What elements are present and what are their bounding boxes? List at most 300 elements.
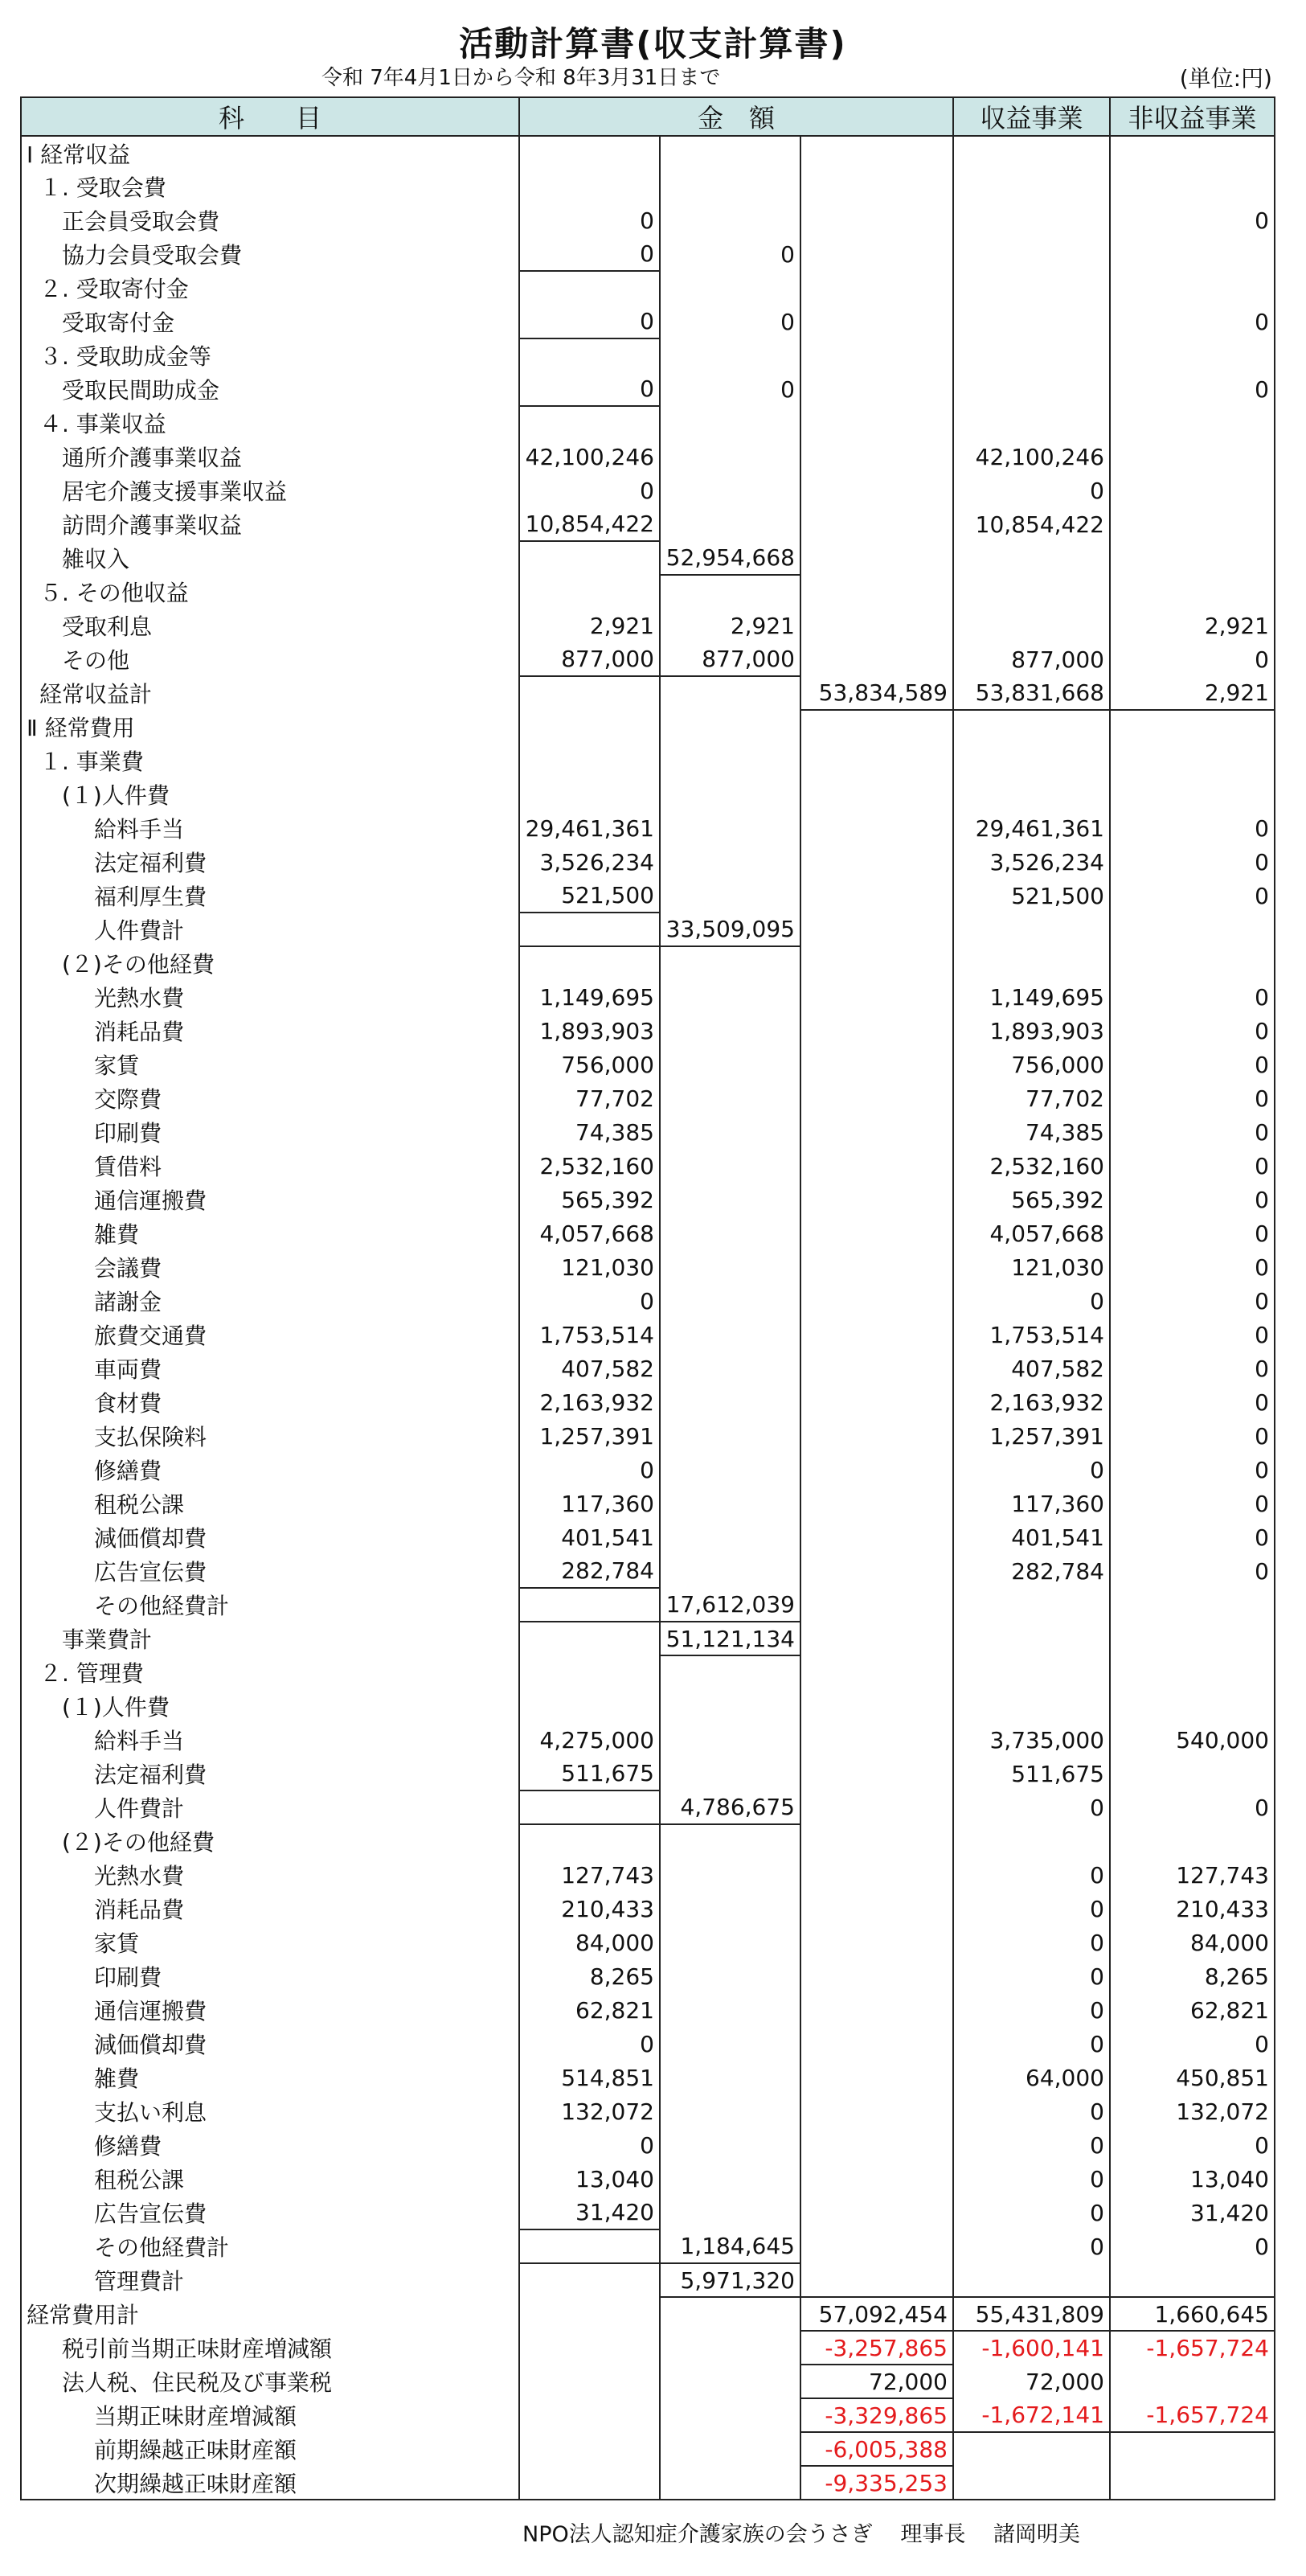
cell-amount-detail: [519, 271, 660, 305]
cell-amount-total: [800, 2094, 953, 2128]
cell-amount-total: [800, 2162, 953, 2196]
cell-amount-subtotal: [660, 1993, 800, 2027]
cell-revenue-business: 2,163,932: [953, 1385, 1110, 1419]
cell-amount-detail: 74,385: [519, 1115, 660, 1149]
cell-amount-total: [800, 1352, 953, 1385]
cell-amount-subtotal: [660, 136, 800, 170]
cell-amount-detail: 0: [519, 2128, 660, 2162]
cell-amount-subtotal: [660, 946, 800, 980]
cell-non-revenue-business: [1110, 2432, 1275, 2466]
table-row: [21, 1757, 1275, 1790]
cell-revenue-business: 77,702: [953, 1081, 1110, 1115]
cell-amount-detail: 0: [519, 2027, 660, 2061]
cell-revenue-business: 0: [953, 2094, 1110, 2128]
cell-amount-subtotal: [660, 1520, 800, 1554]
cell-amount-total: [800, 338, 953, 372]
table-row: [21, 1959, 1275, 1993]
row-label: ２. 受取寄付金: [21, 271, 519, 305]
cell-non-revenue-business: 0: [1110, 642, 1275, 676]
cell-amount-total: [800, 170, 953, 203]
row-label: 車両費: [21, 1352, 519, 1385]
row-label: 家賃: [21, 1926, 519, 1959]
cell-non-revenue-business: 0: [1110, 1014, 1275, 1048]
cell-non-revenue-business: 0: [1110, 1487, 1275, 1520]
cell-non-revenue-business: [1110, 271, 1275, 305]
cell-amount-subtotal: [660, 1926, 800, 1959]
cell-non-revenue-business: 0: [1110, 2128, 1275, 2162]
cell-revenue-business: 64,000: [953, 2061, 1110, 2094]
table-row: [21, 676, 1275, 710]
row-label: ４. 事業収益: [21, 406, 519, 440]
cell-amount-subtotal: [660, 2297, 800, 2331]
cell-non-revenue-business: 84,000: [1110, 1926, 1275, 1959]
table-row: [21, 2229, 1275, 2263]
row-label: 訪問介護事業収益: [21, 507, 519, 541]
cell-revenue-business: 0: [953, 2128, 1110, 2162]
cell-amount-subtotal: [660, 1115, 800, 1149]
cell-amount-detail: [519, 2331, 660, 2365]
cell-amount-detail: 1,149,695: [519, 980, 660, 1014]
cell-non-revenue-business: -1,657,724: [1110, 2398, 1275, 2432]
cell-amount-detail: 84,000: [519, 1926, 660, 1959]
cell-revenue-business: -1,600,141: [953, 2331, 1110, 2365]
cell-amount-detail: 1,257,391: [519, 1419, 660, 1453]
cell-amount-total: [800, 507, 953, 541]
cell-amount-total: [800, 2229, 953, 2263]
cell-amount-detail: 4,275,000: [519, 1723, 660, 1757]
cell-amount-subtotal: [660, 507, 800, 541]
cell-amount-total: [800, 1250, 953, 1284]
cell-revenue-business: 0: [953, 1284, 1110, 1318]
table-row: [21, 710, 1275, 744]
cell-non-revenue-business: 0: [1110, 2027, 1275, 2061]
cell-non-revenue-business: [1110, 1588, 1275, 1622]
cell-revenue-business: 1,753,514: [953, 1318, 1110, 1352]
table-row: [21, 2094, 1275, 2128]
header-subject: 科 目: [21, 97, 519, 136]
cell-amount-detail: [519, 541, 660, 575]
row-label: 会議費: [21, 1250, 519, 1284]
cell-revenue-business: 565,392: [953, 1183, 1110, 1216]
table-row: [21, 440, 1275, 474]
row-label: 諸謝金: [21, 1284, 519, 1318]
cell-amount-subtotal: [660, 1419, 800, 1453]
cell-non-revenue-business: 0: [1110, 1149, 1275, 1183]
row-label: 受取利息: [21, 609, 519, 642]
header-non-revenue-business: 非収益事業: [1110, 97, 1275, 136]
cell-non-revenue-business: 2,921: [1110, 609, 1275, 642]
table-row: [21, 1790, 1275, 1824]
cell-amount-subtotal: 0: [660, 305, 800, 338]
row-label: 雑費: [21, 2061, 519, 2094]
cell-revenue-business: 3,735,000: [953, 1723, 1110, 1757]
cell-amount-total: [800, 845, 953, 879]
cell-amount-total: [800, 203, 953, 237]
cell-amount-total: [800, 811, 953, 845]
cell-amount-subtotal: [660, 575, 800, 609]
cell-amount-subtotal: 0: [660, 372, 800, 406]
cell-amount-subtotal: [660, 203, 800, 237]
cell-non-revenue-business: [1110, 777, 1275, 811]
cell-revenue-business: 282,784: [953, 1554, 1110, 1588]
cell-amount-detail: 1,753,514: [519, 1318, 660, 1352]
row-label: 受取寄付金: [21, 305, 519, 338]
cell-amount-subtotal: [660, 2027, 800, 2061]
table-row: [21, 1216, 1275, 1250]
table-row: [21, 946, 1275, 980]
cell-amount-total: [800, 1385, 953, 1419]
cell-revenue-business: [953, 271, 1110, 305]
cell-non-revenue-business: 0: [1110, 1385, 1275, 1419]
row-label: 減価償却費: [21, 2027, 519, 2061]
cell-amount-total: [800, 777, 953, 811]
cell-amount-total: [800, 1554, 953, 1588]
row-label: 光熱水費: [21, 980, 519, 1014]
cell-amount-subtotal: 4,786,675: [660, 1790, 800, 1824]
row-label: 修繕費: [21, 2128, 519, 2162]
cell-revenue-business: 74,385: [953, 1115, 1110, 1149]
cell-amount-detail: 756,000: [519, 1048, 660, 1081]
cell-revenue-business: 42,100,246: [953, 440, 1110, 474]
table-row: [21, 1385, 1275, 1419]
cell-amount-subtotal: [660, 1352, 800, 1385]
row-label: 協力会員受取会費: [21, 237, 519, 271]
row-label: 通所介護事業収益: [21, 440, 519, 474]
cell-amount-total: [800, 1115, 953, 1149]
row-label: 旅費交通費: [21, 1318, 519, 1352]
cell-non-revenue-business: -1,657,724: [1110, 2331, 1275, 2365]
row-label: その他: [21, 642, 519, 676]
cell-amount-detail: 0: [519, 1284, 660, 1318]
cell-amount-subtotal: [660, 1250, 800, 1284]
cell-amount-total: -6,005,388: [800, 2432, 953, 2466]
table-row: [21, 1588, 1275, 1622]
cell-amount-subtotal: [660, 2196, 800, 2229]
cell-amount-detail: [519, 2297, 660, 2331]
cell-amount-detail: 8,265: [519, 1959, 660, 1993]
cell-revenue-business: [953, 710, 1110, 744]
cell-amount-total: [800, 1048, 953, 1081]
row-label: 経常費用計: [21, 2297, 519, 2331]
cell-revenue-business: 0: [953, 1892, 1110, 1926]
cell-revenue-business: 407,582: [953, 1352, 1110, 1385]
cell-non-revenue-business: [1110, 710, 1275, 744]
cell-amount-total: [800, 1892, 953, 1926]
table-row: [21, 1048, 1275, 1081]
cell-amount-subtotal: 51,121,134: [660, 1622, 800, 1655]
cell-non-revenue-business: [1110, 170, 1275, 203]
table-row: [21, 777, 1275, 811]
chairperson-name: 諸岡明美: [993, 2522, 1080, 2547]
cell-revenue-business: [953, 2466, 1110, 2500]
signature-line: [522, 2517, 1101, 2548]
cell-amount-detail: [519, 2263, 660, 2297]
cell-amount-total: [800, 1858, 953, 1892]
cell-amount-detail: 0: [519, 203, 660, 237]
table-row: [21, 2027, 1275, 2061]
cell-revenue-business: [953, 203, 1110, 237]
cell-amount-detail: 4,057,668: [519, 1216, 660, 1250]
cell-revenue-business: 1,257,391: [953, 1419, 1110, 1453]
row-label: １. 受取会費: [21, 170, 519, 203]
cell-revenue-business: 401,541: [953, 1520, 1110, 1554]
cell-amount-subtotal: [660, 777, 800, 811]
cell-amount-detail: 511,675: [519, 1757, 660, 1790]
cell-amount-total: [800, 1959, 953, 1993]
cell-amount-subtotal: [660, 1216, 800, 1250]
row-label: (１)人件費: [21, 777, 519, 811]
table-row: [21, 136, 1275, 170]
cell-non-revenue-business: 0: [1110, 1790, 1275, 1824]
row-label: 消耗品費: [21, 1014, 519, 1048]
cell-revenue-business: [953, 541, 1110, 575]
cell-amount-detail: 282,784: [519, 1554, 660, 1588]
fiscal-period: 令和 7年4月1日から令和 8年3月31日まで: [321, 66, 721, 90]
cell-amount-total: [800, 1993, 953, 2027]
cell-amount-subtotal: 52,954,668: [660, 541, 800, 575]
cell-amount-total: [800, 237, 953, 271]
header-amount: 金 額: [519, 97, 953, 136]
cell-amount-subtotal: [660, 1858, 800, 1892]
cell-amount-detail: [519, 406, 660, 440]
table-row: [21, 271, 1275, 305]
cell-amount-total: [800, 305, 953, 338]
cell-amount-detail: [519, 170, 660, 203]
cell-amount-subtotal: [660, 676, 800, 710]
cell-amount-detail: 31,420: [519, 2196, 660, 2229]
cell-non-revenue-business: 31,420: [1110, 2196, 1275, 2229]
cell-amount-subtotal: [660, 338, 800, 372]
cell-non-revenue-business: 0: [1110, 1318, 1275, 1352]
row-label: (１)人件費: [21, 1689, 519, 1723]
table-row: [21, 1993, 1275, 2027]
row-label: 当期正味財産増減額: [21, 2398, 519, 2432]
cell-amount-total: [800, 136, 953, 170]
cell-revenue-business: [953, 338, 1110, 372]
cell-revenue-business: [953, 136, 1110, 170]
unit-label: (単位:円): [1179, 65, 1272, 92]
cell-revenue-business: [953, 406, 1110, 440]
row-label: １. 事業費: [21, 744, 519, 777]
cell-amount-total: [800, 2263, 953, 2297]
cell-revenue-business: 3,526,234: [953, 845, 1110, 879]
cell-amount-total: [800, 1520, 953, 1554]
cell-non-revenue-business: 62,821: [1110, 1993, 1275, 2027]
row-label: その他経費計: [21, 1588, 519, 1622]
cell-amount-total: [800, 609, 953, 642]
cell-revenue-business: 0: [953, 2027, 1110, 2061]
table-row: [21, 2365, 1275, 2398]
cell-amount-subtotal: 1,184,645: [660, 2229, 800, 2263]
cell-non-revenue-business: [1110, 507, 1275, 541]
cell-amount-detail: 0: [519, 372, 660, 406]
cell-non-revenue-business: 0: [1110, 1216, 1275, 1250]
cell-amount-detail: [519, 2466, 660, 2500]
header-revenue-business: 収益事業: [953, 97, 1110, 136]
table-row: [21, 642, 1275, 676]
cell-amount-total: [800, 1622, 953, 1655]
cell-amount-detail: 10,854,422: [519, 507, 660, 541]
cell-revenue-business: 1,893,903: [953, 1014, 1110, 1048]
row-label: 支払い利息: [21, 2094, 519, 2128]
row-label: 光熱水費: [21, 1858, 519, 1892]
cell-amount-detail: 521,500: [519, 879, 660, 913]
cell-revenue-business: 0: [953, 1858, 1110, 1892]
cell-non-revenue-business: [1110, 2466, 1275, 2500]
cell-amount-detail: [519, 777, 660, 811]
cell-amount-subtotal: [660, 2061, 800, 2094]
cell-amount-detail: 132,072: [519, 2094, 660, 2128]
cell-non-revenue-business: [1110, 1655, 1275, 1689]
cell-amount-detail: 2,163,932: [519, 1385, 660, 1419]
cell-revenue-business: [953, 946, 1110, 980]
cell-amount-detail: [519, 2398, 660, 2432]
row-label: 事業費計: [21, 1622, 519, 1655]
cell-revenue-business: [953, 170, 1110, 203]
row-label: 通信運搬費: [21, 1183, 519, 1216]
cell-amount-total: [800, 744, 953, 777]
cell-revenue-business: [953, 913, 1110, 946]
cell-amount-subtotal: [660, 1959, 800, 1993]
cell-amount-subtotal: [660, 1487, 800, 1520]
row-label: 前期繰越正味財産額: [21, 2432, 519, 2466]
cell-amount-detail: 62,821: [519, 1993, 660, 2027]
table-row: [21, 338, 1275, 372]
cell-amount-total: [800, 1689, 953, 1723]
table-row: [21, 1250, 1275, 1284]
row-label: 正会員受取会費: [21, 203, 519, 237]
table-row: [21, 609, 1275, 642]
cell-non-revenue-business: 0: [1110, 845, 1275, 879]
cell-amount-detail: 117,360: [519, 1487, 660, 1520]
chairperson-title: 理事長: [900, 2522, 966, 2547]
cell-non-revenue-business: [1110, 913, 1275, 946]
row-label: 税引前当期正味財産増減額: [21, 2331, 519, 2365]
table-row: [21, 2398, 1275, 2432]
cell-amount-total: [800, 980, 953, 1014]
cell-non-revenue-business: [1110, 541, 1275, 575]
cell-non-revenue-business: [1110, 406, 1275, 440]
cell-amount-detail: [519, 2432, 660, 2466]
cell-amount-detail: [519, 2365, 660, 2398]
cell-amount-subtotal: [660, 1081, 800, 1115]
cell-amount-total: [800, 1824, 953, 1858]
cell-amount-total: 57,092,454: [800, 2297, 953, 2331]
cell-revenue-business: 0: [953, 1959, 1110, 1993]
row-label: 租税公課: [21, 1487, 519, 1520]
table-row: [21, 2061, 1275, 2094]
cell-amount-subtotal: [660, 271, 800, 305]
cell-amount-detail: 42,100,246: [519, 440, 660, 474]
cell-amount-total: [800, 1655, 953, 1689]
cell-amount-total: [800, 1926, 953, 1959]
table-row: [21, 507, 1275, 541]
row-label: 支払保険料: [21, 1419, 519, 1453]
cell-revenue-business: 0: [953, 2162, 1110, 2196]
cell-amount-subtotal: 33,509,095: [660, 913, 800, 946]
table-row: [21, 2196, 1275, 2229]
cell-amount-detail: [519, 575, 660, 609]
table-row: [21, 237, 1275, 271]
row-label: 法定福利費: [21, 845, 519, 879]
table-row: [21, 1824, 1275, 1858]
cell-amount-subtotal: [660, 1385, 800, 1419]
cell-non-revenue-business: [1110, 2263, 1275, 2297]
table-row: [21, 406, 1275, 440]
document-title: 活動計算書(収支計算書): [459, 24, 847, 64]
cell-amount-subtotal: [660, 474, 800, 507]
cell-amount-subtotal: [660, 811, 800, 845]
cell-non-revenue-business: [1110, 474, 1275, 507]
row-label: ５. その他収益: [21, 575, 519, 609]
cell-amount-subtotal: [660, 2466, 800, 2500]
table-body: [21, 136, 1275, 2500]
cell-amount-subtotal: [660, 1757, 800, 1790]
table-row: [21, 1453, 1275, 1487]
cell-amount-subtotal: [660, 406, 800, 440]
table-row: [21, 1318, 1275, 1352]
table-row: [21, 1723, 1275, 1757]
table-row: [21, 879, 1275, 913]
row-label: 減価償却費: [21, 1520, 519, 1554]
cell-amount-subtotal: [660, 2432, 800, 2466]
cell-amount-total: [800, 2128, 953, 2162]
table-row: [21, 1149, 1275, 1183]
cell-revenue-business: 55,431,809: [953, 2297, 1110, 2331]
cell-amount-total: [800, 710, 953, 744]
cell-non-revenue-business: 0: [1110, 1081, 1275, 1115]
cell-revenue-business: 877,000: [953, 642, 1110, 676]
table-row: [21, 2466, 1275, 2500]
cell-non-revenue-business: 450,851: [1110, 2061, 1275, 2094]
cell-revenue-business: [953, 1689, 1110, 1723]
cell-amount-subtotal: [660, 2128, 800, 2162]
cell-amount-total: [800, 1588, 953, 1622]
cell-amount-total: [800, 2061, 953, 2094]
cell-amount-detail: [519, 710, 660, 744]
cell-revenue-business: 1,149,695: [953, 980, 1110, 1014]
cell-amount-subtotal: [660, 2094, 800, 2128]
cell-amount-detail: 77,702: [519, 1081, 660, 1115]
cell-amount-subtotal: [660, 1014, 800, 1048]
table-row: [21, 1284, 1275, 1318]
table-row: [21, 1892, 1275, 1926]
row-label: (２)その他経費: [21, 1824, 519, 1858]
cell-amount-subtotal: [660, 1892, 800, 1926]
table-row: [21, 203, 1275, 237]
table-row: [21, 744, 1275, 777]
cell-non-revenue-business: 210,433: [1110, 1892, 1275, 1926]
row-label: Ⅱ 経常費用: [21, 710, 519, 744]
cell-amount-subtotal: [660, 710, 800, 744]
row-label: 経常収益計: [21, 676, 519, 710]
table-row: [21, 1487, 1275, 1520]
cell-amount-total: [800, 1081, 953, 1115]
row-label: 給料手当: [21, 1723, 519, 1757]
cell-non-revenue-business: [1110, 2365, 1275, 2398]
cell-non-revenue-business: [1110, 237, 1275, 271]
row-label: 人件費計: [21, 913, 519, 946]
cell-amount-subtotal: [660, 2331, 800, 2365]
cell-amount-subtotal: 877,000: [660, 642, 800, 676]
table-row: [21, 1014, 1275, 1048]
cell-revenue-business: [953, 609, 1110, 642]
cell-amount-subtotal: [660, 1183, 800, 1216]
table-row: [21, 1183, 1275, 1216]
row-label: 修繕費: [21, 1453, 519, 1487]
cell-revenue-business: 117,360: [953, 1487, 1110, 1520]
cell-amount-total: [800, 372, 953, 406]
